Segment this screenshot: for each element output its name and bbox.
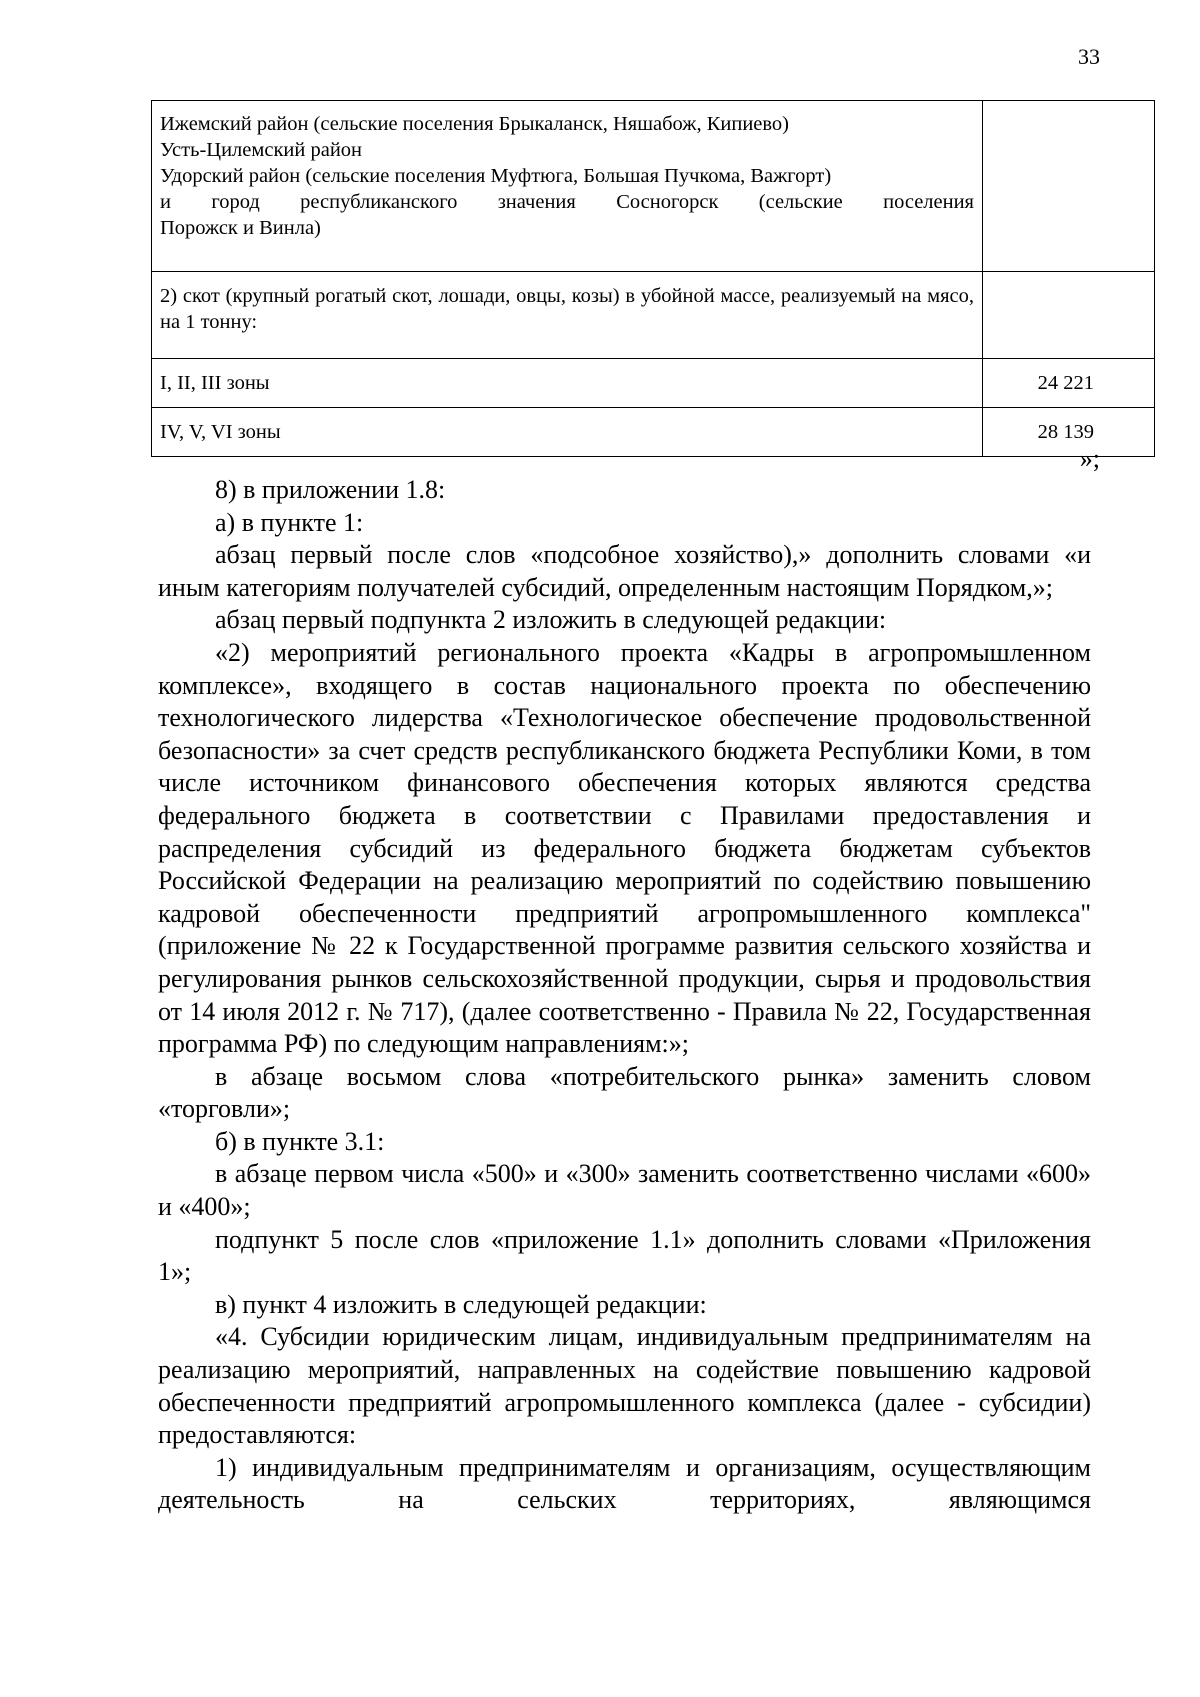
paragraph: в абзаце первом числа «500» и «300» заменить соответственно числами «600» и «400»; — [158, 1159, 1091, 1222]
closing-quote: »; — [1079, 444, 1100, 473]
table-cell-value — [983, 101, 1155, 272]
table-cell-description — [152, 101, 983, 272]
paragraph: «4. Субсидии юридическим лицам, индивидуальным предпринимателям на реализацию мероприятий, направленных на содействие повышению кадровой обеспеченности предприятий агропромышленного комплекса (далее - субсидии) предоставляются: — [158, 1322, 1091, 1450]
table-cell-line: Ижемский район (сельские поселения Брыкаланск, Няшабож, Кипиево) — [160, 113, 790, 135]
paragraph: абзац первый подпункта 2 изложить в следующей редакции: — [215, 605, 887, 635]
table-row — [152, 272, 1155, 359]
paragraph: абзац первый после слов «подсобное хозяйство),» дополнить словами «и иным категориям получателей субсидий, определенным настоящим Порядком,»; — [158, 540, 1091, 602]
paragraph: «2) мероприятий регионального проекта «Кадры в агропромышленном комплексе», входящего в состав национального проекта по обеспечению технологического лидерства «Технологическое обеспечение продовольственной безопасности» за счет средств республиканского бюджета Республики Коми, в том числе источником финансового обеспечения которых являются средства федерального бюджета в соответствии с Правилами предоставления и распределения субсидий из федерального бюджета бюджетам субъектов Российской Федерации на реализацию мероприятий по содействию повышению кадровой обеспеченности предприятий агропромышленного комплекса" (приложение № 22 к Государственной программе развития сельского хозяйства и регулирования рынков сельскохозяйственной продукции, сырья и продовольствия от 14 июля 2012 г. № 717), (далее соответственно - Правила № 22, Государственная программа РФ) по следующим направлениям:»; — [158, 637, 1091, 1059]
table-cell-line: Порожск и Винла) — [160, 217, 321, 239]
table-row — [152, 408, 1155, 457]
table-cell-line: Усть-Цилемский район — [160, 139, 363, 161]
paragraph: 8) в приложении 1.8: — [215, 475, 446, 504]
tariff-table — [151, 100, 1155, 457]
paragraph: а) в пункте 1: — [215, 507, 364, 537]
paragraph: 1) индивидуальным предпринимателям и организациям, осуществляющим деятельность на сельских территориях, являющимся — [158, 1452, 1091, 1515]
table-cell-value — [983, 272, 1155, 359]
table-cell-value: 24 221 — [983, 359, 1155, 408]
table-cell-line: и город республиканского значения Сосногорск (сельские поселения — [160, 191, 974, 213]
table-row — [152, 359, 1155, 408]
paragraph: в абзаце восьмом слова «потребительского рынка» заменить словом «торговли»; — [158, 1061, 1091, 1124]
document-body — [158, 474, 1091, 1517]
page-number: 33 — [1078, 44, 1100, 69]
table-cell-line: Удорский район (сельские поселения Муфтюга, Большая Пучкома, Важгорт) — [160, 165, 832, 187]
paragraph: подпункт 5 после слов «приложение 1.1» дополнить словами «Приложения 1»; — [158, 1224, 1091, 1287]
paragraph: б) в пункте 3.1: — [215, 1126, 385, 1156]
table-cell-description: I, II, III зоны — [152, 359, 983, 408]
table-cell-description: IV, V, VI зоны — [152, 408, 983, 457]
table-cell-description: 2) скот (крупный рогатый скот, лошади, овцы, козы) в убойной массе, реализуемый на мясо, на 1 тонну: — [152, 272, 983, 359]
table-row — [152, 101, 1155, 272]
paragraph: в) пункт 4 изложить в следующей редакции: — [215, 1289, 707, 1319]
table-cell-value: 28 139 — [983, 408, 1155, 457]
